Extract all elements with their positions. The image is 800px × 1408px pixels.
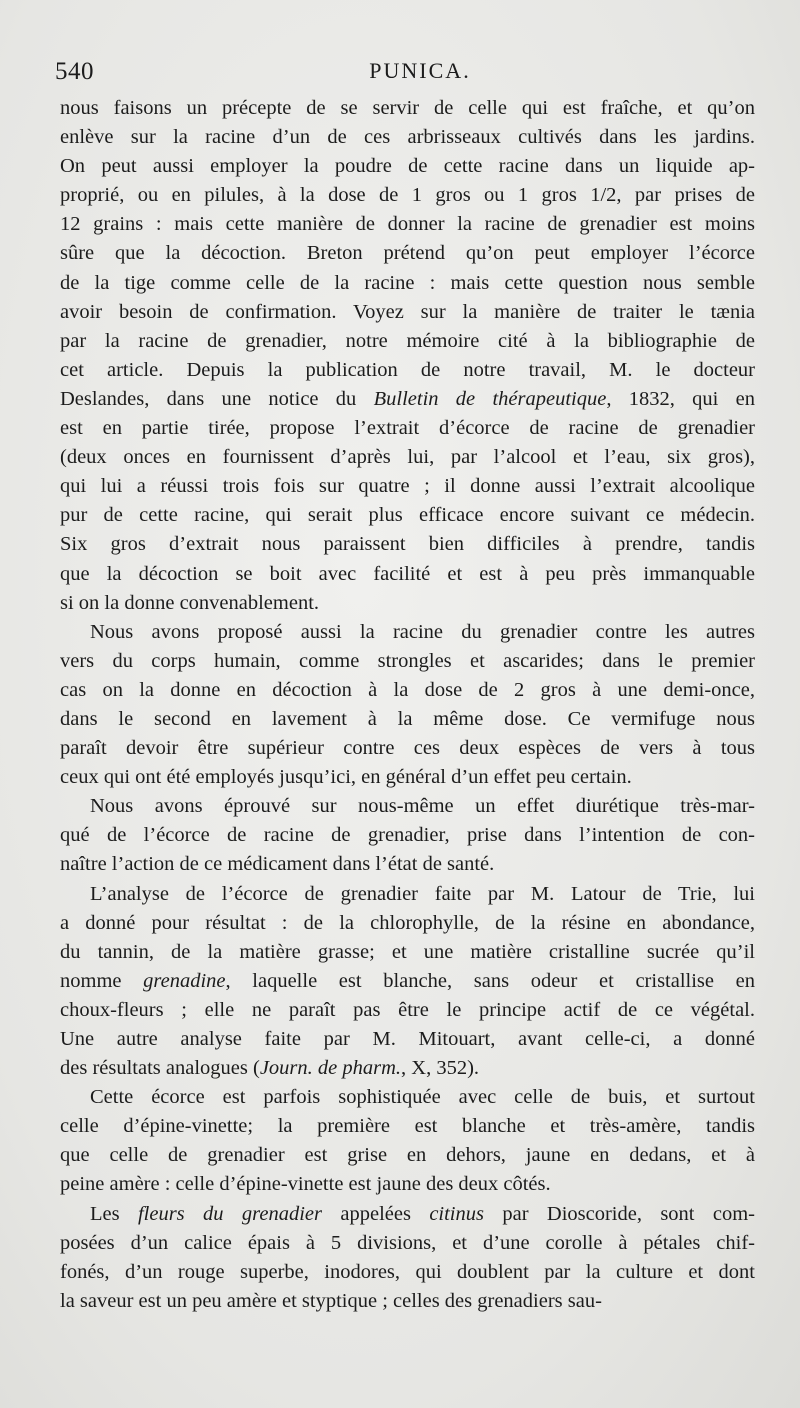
running-head: PUNICA. [369,58,471,83]
paragraph [60,880,755,1084]
text-line: Nous avons proposé aussi la racine du grenadier contre les autres [90,620,755,643]
paragraph [60,1200,755,1316]
text-line: qué de l’écorce de racine de grenadier, prise dans l’intention de con- [60,824,755,847]
text-line: avoir besoin de confirmation. Voyez sur la manière de traiter le tænia [60,300,755,323]
text-line: du tannin, de la matière grasse; et une matière cristalline sucrée qu’il [60,940,755,963]
text-line: qui lui a réussi trois fois sur quatre ; il donne aussi l’extrait alcoolique [60,475,755,498]
text-line: que celle de grenadier est grise en dehors, jaune en dedans, et à [60,1144,755,1167]
text-line: la saveur est un peu amère et styptique ; celles des grenadiers sau- [60,1289,602,1312]
text-line: que la décoction se boit avec facilité et est à peu près immanquable [60,562,755,585]
text-line: cet article. Depuis la publication de notre travail, M. le docteur [60,358,755,381]
text-line: Les fleurs du grenadier appelées citinus par Dioscoride, sont com- [90,1202,755,1225]
text-line: Six gros d’extrait nous paraissent bien difficiles à prendre, tandis [60,533,755,556]
text-line: est en partie tirée, propose l’extrait d’écorce de racine de grenadier [60,417,755,440]
text-line: Deslandes, dans une notice du Bulletin de thérapeutique, 1832, qui en [60,387,755,410]
text-line: nous faisons un précepte de se servir de celle qui est fraîche, et qu’on [60,97,755,119]
paragraph [60,618,755,793]
text-line: ceux qui ont été employés jusqu’ici, en général d’un effet peu certain. [60,766,632,789]
text-line: On peut aussi employer la poudre de cette racine dans un liquide ap- [60,155,755,178]
text-line: posées d’un calice épais à 5 divisions, et d’une corolle à pétales chif- [60,1231,755,1254]
paragraph [60,792,755,879]
text-line: nomme grenadine, laquelle est blanche, sans odeur et cristallise en [60,969,755,992]
text-line: L’analyse de l’écorce de grenadier faite par M. Latour de Trie, lui [90,882,755,905]
text-line: Une autre analyse faite par M. Mitouart, avant celle-ci, a donné [60,1028,755,1050]
text-line: fonés, d’un rouge superbe, inodores, qui doublent par la culture et dont [60,1260,755,1283]
text-line: Nous avons éprouvé sur nous-même un effet diurétique très-mar- [90,795,755,818]
text-line: par la racine de grenadier, notre mémoire cité à la bibliographie de [60,329,755,352]
text-line: de la tige comme celle de la racine : mais cette question nous semble [60,271,755,294]
text-line: (deux onces en fournissent d’après lui, par l’alcool et l’eau, six gros), [60,446,755,469]
text-line: pur de cette racine, qui serait plus efficace encore suivant ce médecin. [60,504,755,527]
text-line: peine amère : celle d’épine-vinette est jaune des deux côtés. [60,1173,551,1196]
page-header [55,58,755,92]
body-text [60,94,755,1316]
text-line: sûre que la décoction. Breton prétend qu’on peut employer l’écorce [60,242,755,265]
paragraph [60,94,755,618]
text-line: proprié, ou en pilules, à la dose de 1 gros ou 1 gros 1/2, par prises de [60,184,755,207]
text-line: a donné pour résultat : de la chlorophylle, de la résine en abondance, [60,911,755,934]
page-number: 540 [55,58,94,85]
text-line: enlève sur la racine d’un de ces arbrisseaux cultivés dans les jardins. [60,126,755,149]
text-line: Cette écorce est parfois sophistiquée avec celle de buis, et surtout [90,1086,755,1109]
text-line: cas on la donne en décoction à la dose de 2 gros à une demi-once, [60,678,755,701]
paragraph [60,1083,755,1199]
text-line: si on la donne convenablement. [60,591,320,614]
text-line: choux-fleurs ; elle ne paraît pas être le principe actif de ce végétal. [60,998,755,1021]
text-line: dans le second en lavement à la même dose. Ce vermifuge nous [60,707,755,730]
text-line: celle d’épine-vinette; la première est blanche et très-amère, tandis [60,1115,755,1138]
text-line: vers du corps humain, comme strongles et ascarides; dans le premier [60,649,755,672]
text-line: naître l’action de ce médicament dans l’état de santé. [60,853,495,876]
text-line: 12 grains : mais cette manière de donner la racine de grenadier est moins [60,213,755,236]
text-line: paraît devoir être supérieur contre ces deux espèces de vers à tous [60,737,755,760]
text-line: des résultats analogues (Journ. de pharm., X, 352). [60,1057,480,1080]
